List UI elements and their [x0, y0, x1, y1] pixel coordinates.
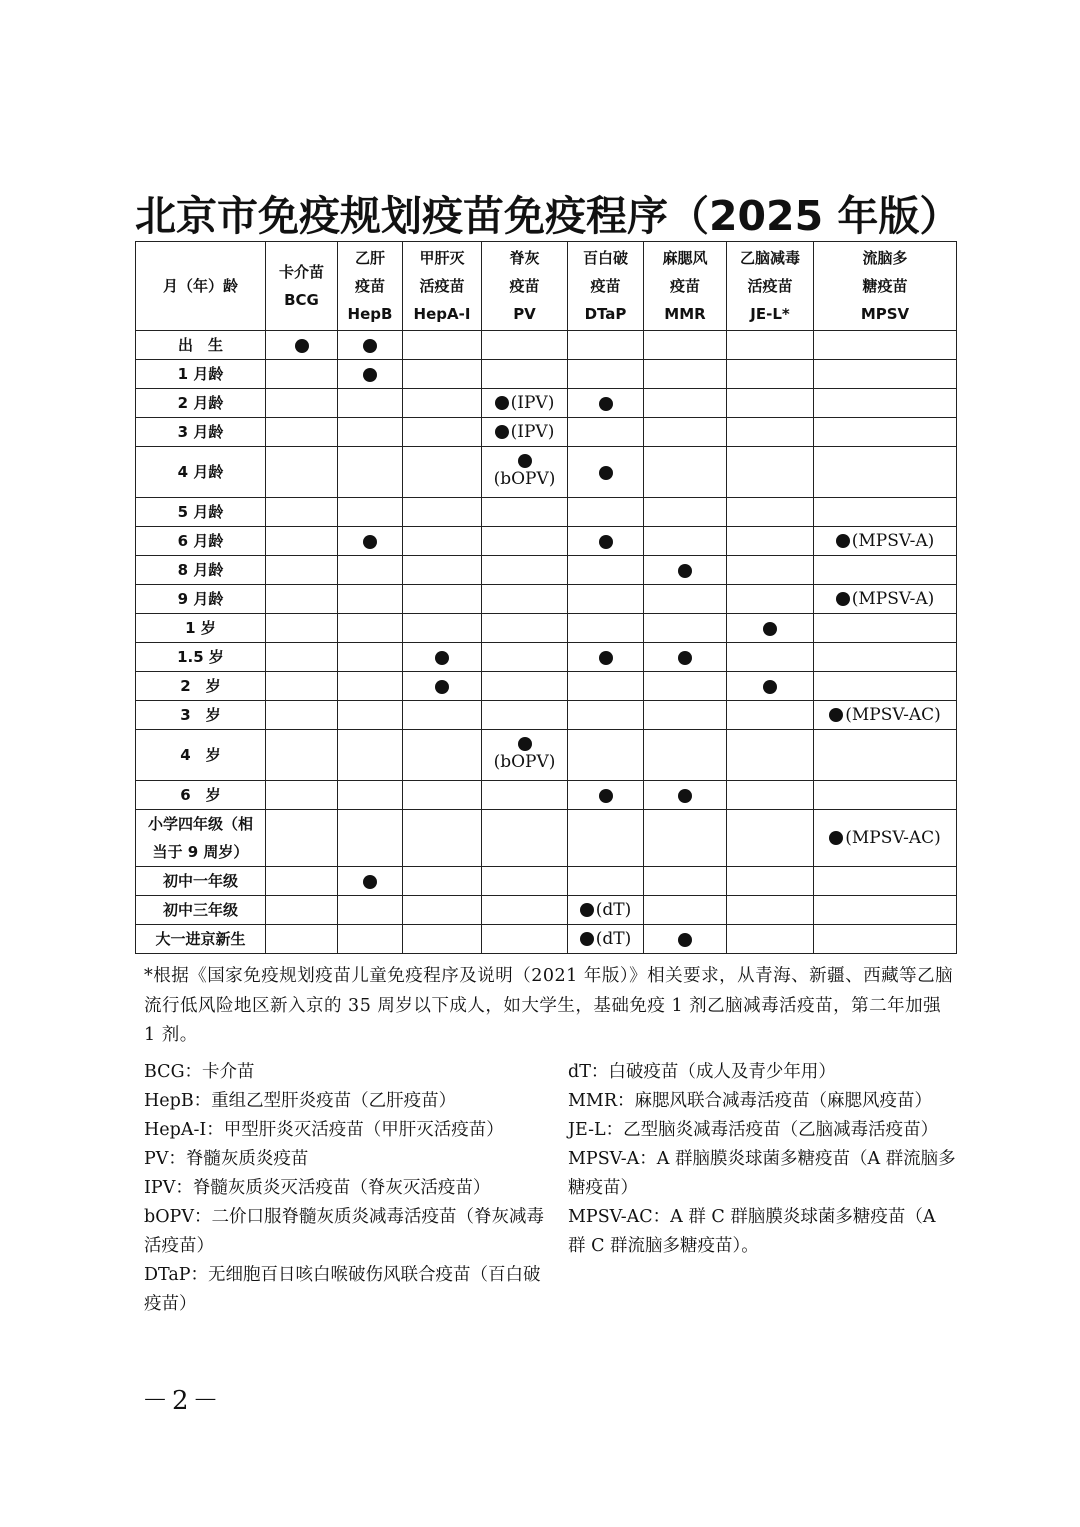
dose-note: (bOPV) [493, 752, 556, 772]
schedule-cell [482, 556, 568, 585]
dose-marker [495, 425, 509, 439]
vaccine-header-line: MMR [664, 305, 706, 323]
schedule-cell [727, 781, 814, 810]
dose-note: (dT) [595, 929, 632, 949]
dose-marker [678, 933, 692, 947]
age-cell: 3 岁 [136, 701, 266, 730]
schedule-cell [266, 498, 338, 527]
schedule-cell [338, 701, 403, 730]
schedule-cell [403, 925, 482, 954]
schedule-cell [814, 556, 957, 585]
vaccine-column-header [403, 242, 482, 331]
vaccine-header-line: 麻腮风 [662, 249, 708, 267]
schedule-cell [403, 867, 482, 896]
schedule-cell [266, 701, 338, 730]
schedule-cell [727, 867, 814, 896]
table-row [136, 867, 957, 896]
vaccine-header-line: 疫苗 [590, 277, 621, 295]
schedule-cell [338, 498, 403, 527]
table-row [136, 331, 957, 360]
schedule-cell [403, 781, 482, 810]
schedule-cell [727, 389, 814, 418]
age-cell: 初中三年级 [136, 896, 266, 925]
vaccine-column-header [727, 242, 814, 331]
table-row [136, 781, 957, 810]
vaccine-header-line: HepB [347, 305, 393, 323]
age-cell: 出 生 [136, 331, 266, 360]
schedule-cell [727, 585, 814, 614]
schedule-cell [814, 810, 957, 867]
schedule-cell [568, 447, 644, 498]
legend-item: MMR：麻腮风联合减毒活疫苗（麻腮风疫苗） [568, 1091, 933, 1111]
vaccine-column-header [814, 242, 957, 331]
dose-marker [580, 903, 594, 917]
schedule-cell [403, 498, 482, 527]
schedule-cell [644, 585, 727, 614]
schedule-cell [403, 527, 482, 556]
dose-marker [363, 875, 377, 889]
age-cell: 大一进京新生 [136, 925, 266, 954]
schedule-cell [568, 730, 644, 781]
table-row [136, 360, 957, 389]
schedule-cell [266, 867, 338, 896]
vaccine-column-header [266, 242, 338, 331]
schedule-cell [568, 585, 644, 614]
schedule-cell [568, 896, 644, 925]
schedule-cell [482, 447, 568, 498]
table-row [136, 614, 957, 643]
table-row [136, 389, 957, 418]
dose-marker [763, 680, 777, 694]
table-header-row [136, 242, 957, 331]
schedule-cell [568, 527, 644, 556]
schedule-cell [727, 643, 814, 672]
schedule-cell [266, 360, 338, 389]
schedule-cell [482, 810, 568, 867]
schedule-cell [338, 781, 403, 810]
schedule-cell [568, 389, 644, 418]
schedule-cell [482, 389, 568, 418]
schedule-cell [727, 331, 814, 360]
schedule-cell [814, 585, 957, 614]
schedule-cell [814, 498, 957, 527]
schedule-cell [403, 447, 482, 498]
schedule-cell [568, 331, 644, 360]
age-cell: 9 月龄 [136, 585, 266, 614]
schedule-cell [644, 389, 727, 418]
vaccine-column-header [482, 242, 568, 331]
dose-marker [836, 592, 850, 606]
dose-marker [295, 339, 309, 353]
schedule-cell [482, 498, 568, 527]
legend-item: JE-L：乙型脑炎减毒活疫苗（乙脑减毒活疫苗） [568, 1120, 939, 1140]
schedule-cell [403, 730, 482, 781]
immunization-schedule-table [135, 241, 957, 954]
schedule-cell [568, 701, 644, 730]
age-cell: 1 岁 [136, 614, 266, 643]
schedule-cell [727, 896, 814, 925]
schedule-cell [266, 781, 338, 810]
schedule-cell [403, 643, 482, 672]
legend-item: DTaP：无细胞百日咳白喉破伤风联合疫苗（百白破疫苗） [144, 1265, 541, 1314]
vaccine-column-header [568, 242, 644, 331]
dose-marker [763, 622, 777, 636]
schedule-cell [727, 556, 814, 585]
vaccine-header-line: HepA-I [413, 305, 471, 323]
schedule-cell [644, 730, 727, 781]
age-cell: 8 月龄 [136, 556, 266, 585]
schedule-cell [482, 527, 568, 556]
legend-item: dT：白破疫苗（成人及青少年用） [568, 1062, 836, 1082]
schedule-cell [338, 585, 403, 614]
schedule-cell [568, 643, 644, 672]
schedule-cell [644, 643, 727, 672]
schedule-cell [266, 389, 338, 418]
vaccine-header-line: MPSV [860, 305, 910, 323]
dose-marker [495, 396, 509, 410]
dose-marker [678, 789, 692, 803]
table-row [136, 643, 957, 672]
vaccine-header-line: 糖疫苗 [862, 277, 908, 295]
schedule-cell [814, 925, 957, 954]
schedule-cell [568, 418, 644, 447]
schedule-cell [644, 498, 727, 527]
schedule-cell [403, 810, 482, 867]
schedule-cell [568, 614, 644, 643]
age-cell: 4 月龄 [136, 447, 266, 498]
schedule-cell [727, 447, 814, 498]
schedule-cell [727, 701, 814, 730]
schedule-cell [727, 925, 814, 954]
vaccine-column-header [338, 242, 403, 331]
schedule-cell [814, 867, 957, 896]
schedule-cell [266, 585, 338, 614]
schedule-cell [266, 643, 338, 672]
dose-marker [829, 708, 843, 722]
schedule-cell [403, 614, 482, 643]
schedule-cell [568, 810, 644, 867]
schedule-cell [814, 331, 957, 360]
schedule-cell [266, 672, 338, 701]
table-row [136, 418, 957, 447]
schedule-cell [482, 925, 568, 954]
vaccine-header-line: 甲肝灭 [419, 249, 465, 267]
schedule-cell [338, 331, 403, 360]
dose-marker [836, 534, 850, 548]
schedule-cell [266, 447, 338, 498]
schedule-cell [266, 614, 338, 643]
schedule-cell [644, 781, 727, 810]
schedule-cell [266, 418, 338, 447]
dose-marker [518, 737, 532, 751]
schedule-cell [814, 781, 957, 810]
schedule-cell [403, 556, 482, 585]
schedule-cell [482, 418, 568, 447]
dose-marker [599, 397, 613, 411]
dose-marker [599, 789, 613, 803]
schedule-cell [814, 643, 957, 672]
schedule-cell [338, 896, 403, 925]
schedule-cell [727, 360, 814, 389]
schedule-cell [403, 331, 482, 360]
dose-marker [518, 454, 532, 468]
dose-marker [599, 466, 613, 480]
schedule-cell [727, 730, 814, 781]
schedule-cell [814, 360, 957, 389]
table-row [136, 447, 957, 498]
schedule-cell [644, 418, 727, 447]
schedule-cell [644, 701, 727, 730]
table-row [136, 585, 957, 614]
vaccine-header-line: DTaP [584, 305, 627, 323]
schedule-cell [644, 925, 727, 954]
schedule-cell [403, 418, 482, 447]
schedule-cell [644, 331, 727, 360]
vaccine-header-line: 活疫苗 [747, 277, 793, 295]
vaccine-header-line: 活疫苗 [419, 277, 465, 295]
schedule-cell [568, 867, 644, 896]
schedule-cell [403, 360, 482, 389]
schedule-cell [644, 867, 727, 896]
schedule-cell [727, 498, 814, 527]
schedule-cell [814, 701, 957, 730]
schedule-cell [338, 447, 403, 498]
age-cell: 初中一年级 [136, 867, 266, 896]
table-row [136, 672, 957, 701]
table-row [136, 556, 957, 585]
schedule-cell [644, 810, 727, 867]
dose-marker [363, 368, 377, 382]
vaccine-column-header [644, 242, 727, 331]
schedule-cell [338, 360, 403, 389]
dose-note: (MPSV-AC) [845, 828, 941, 848]
vaccine-header-line: 脊灰 [509, 249, 540, 267]
schedule-cell [403, 672, 482, 701]
schedule-cell [266, 896, 338, 925]
age-cell: 2 岁 [136, 672, 266, 701]
schedule-cell [644, 672, 727, 701]
schedule-cell [644, 614, 727, 643]
vaccine-header-line: 乙脑减毒 [739, 249, 800, 267]
schedule-cell [338, 810, 403, 867]
dose-note: (dT) [595, 900, 632, 920]
schedule-cell [644, 556, 727, 585]
schedule-cell [266, 556, 338, 585]
schedule-cell [814, 730, 957, 781]
dose-note: (MPSV-A) [851, 531, 935, 551]
schedule-cell [338, 867, 403, 896]
legend-item: BCG：卡介苗 [144, 1062, 255, 1082]
dose-marker [599, 651, 613, 665]
schedule-cell [403, 701, 482, 730]
schedule-cell [266, 730, 338, 781]
vaccine-header-line: 卡介苗 [278, 263, 324, 281]
table-row [136, 498, 957, 527]
schedule-cell [266, 331, 338, 360]
table-row [136, 527, 957, 556]
schedule-cell [568, 556, 644, 585]
schedule-cell [482, 781, 568, 810]
legend-item: HepB：重组乙型肝炎疫苗（乙肝疫苗） [144, 1091, 457, 1111]
dose-note: (bOPV) [493, 469, 556, 489]
schedule-cell [338, 672, 403, 701]
page-number: －2－ [142, 1386, 223, 1416]
dose-note: (MPSV-AC) [845, 705, 941, 725]
schedule-cell [814, 896, 957, 925]
abbreviation-legend-right [568, 1058, 956, 1261]
schedule-cell [338, 730, 403, 781]
legend-item: PV：脊髓灰质炎疫苗 [144, 1149, 309, 1169]
schedule-cell [266, 527, 338, 556]
vaccine-header-line: 疫苗 [669, 277, 700, 295]
schedule-cell [568, 781, 644, 810]
vaccine-header-line: BCG [284, 291, 319, 309]
dose-marker [678, 564, 692, 578]
schedule-cell [814, 527, 957, 556]
dose-note: (IPV) [510, 422, 555, 442]
dose-marker [363, 535, 377, 549]
schedule-cell [814, 418, 957, 447]
schedule-cell [403, 896, 482, 925]
age-cell: 1.5 岁 [136, 643, 266, 672]
schedule-cell [568, 925, 644, 954]
schedule-cell [338, 614, 403, 643]
schedule-cell [482, 331, 568, 360]
abbreviation-legend-left [144, 1058, 556, 1319]
schedule-cell [338, 418, 403, 447]
schedule-cell [482, 643, 568, 672]
vaccine-header-line: 乙肝 [354, 249, 385, 267]
table-row [136, 925, 957, 954]
schedule-cell [482, 614, 568, 643]
dose-note: (IPV) [510, 393, 555, 413]
schedule-cell [727, 614, 814, 643]
vaccine-header-line: 流脑多 [862, 249, 908, 267]
schedule-cell [266, 925, 338, 954]
dose-note: (MPSV-A) [851, 589, 935, 609]
age-cell: 3 月龄 [136, 418, 266, 447]
vaccine-header-line: 疫苗 [354, 277, 385, 295]
dose-marker [435, 680, 449, 694]
schedule-cell [482, 896, 568, 925]
table-row [136, 730, 957, 781]
schedule-cell [727, 672, 814, 701]
table-row [136, 810, 957, 867]
table-row [136, 701, 957, 730]
age-cell: 6 岁 [136, 781, 266, 810]
schedule-cell [338, 925, 403, 954]
page-title: 北京市免疫规划疫苗免疫程序（2025 年版） [135, 192, 961, 240]
legend-item: bOPV：二价口服脊髓灰质炎减毒活疫苗（脊灰减毒活疫苗） [144, 1207, 544, 1256]
vaccine-header-line: 疫苗 [509, 277, 540, 295]
dose-marker [435, 651, 449, 665]
schedule-cell [727, 527, 814, 556]
dose-marker [829, 831, 843, 845]
schedule-cell [338, 527, 403, 556]
vaccine-header-line: JE-L* [750, 305, 790, 323]
schedule-cell [644, 527, 727, 556]
schedule-cell [482, 585, 568, 614]
footnote: *根据《国家免疫规划疫苗儿童免疫程序及说明（2021 年版）》相关要求，从青海、新疆、西藏等乙脑流行低风险地区新入京的 35 周岁以下成人，如大学生，基础免疫 1 剂乙脑减毒活疫苗，第二年加强 1 剂。 [144, 966, 954, 1045]
legend-item: HepA-I：甲型肝炎灭活疫苗（甲肝灭活疫苗） [144, 1120, 504, 1140]
schedule-cell [482, 672, 568, 701]
dose-marker [580, 932, 594, 946]
schedule-cell [482, 360, 568, 389]
schedule-cell [403, 389, 482, 418]
schedule-cell [644, 896, 727, 925]
age-cell: 5 月龄 [136, 498, 266, 527]
schedule-cell [814, 389, 957, 418]
dose-marker [599, 535, 613, 549]
age-cell: 2 月龄 [136, 389, 266, 418]
legend-item: MPSV-AC：A 群 C 群脑膜炎球菌多糖疫苗（A 群 C 群流脑多糖疫苗）。 [568, 1207, 936, 1256]
schedule-cell [482, 730, 568, 781]
schedule-cell [338, 556, 403, 585]
schedule-cell [482, 867, 568, 896]
schedule-cell [814, 672, 957, 701]
schedule-cell [482, 701, 568, 730]
vaccine-header-line: 百白破 [582, 249, 628, 267]
schedule-cell [644, 447, 727, 498]
table-row [136, 896, 957, 925]
schedule-cell [814, 614, 957, 643]
age-cell: 6 月龄 [136, 527, 266, 556]
age-cell: 小学四年级（相当于 9 周岁） [136, 810, 266, 867]
schedule-cell [338, 389, 403, 418]
schedule-cell [814, 447, 957, 498]
schedule-cell [644, 360, 727, 389]
schedule-cell [568, 360, 644, 389]
dose-marker [363, 339, 377, 353]
schedule-cell [727, 810, 814, 867]
schedule-cell [727, 418, 814, 447]
schedule-cell [403, 585, 482, 614]
age-cell: 1 月龄 [136, 360, 266, 389]
schedule-cell [266, 810, 338, 867]
schedule-cell [568, 672, 644, 701]
legend-item: MPSV-A：A 群脑膜炎球菌多糖疫苗（A 群流脑多糖疫苗） [568, 1149, 956, 1198]
age-column-header: 月（年）龄 [136, 242, 266, 331]
dose-marker [678, 651, 692, 665]
legend-item: IPV：脊髓灰质炎灭活疫苗（脊灰灭活疫苗） [144, 1178, 491, 1198]
schedule-cell [338, 643, 403, 672]
vaccine-header-line: PV [513, 305, 536, 323]
schedule-cell [568, 498, 644, 527]
age-cell: 4 岁 [136, 730, 266, 781]
